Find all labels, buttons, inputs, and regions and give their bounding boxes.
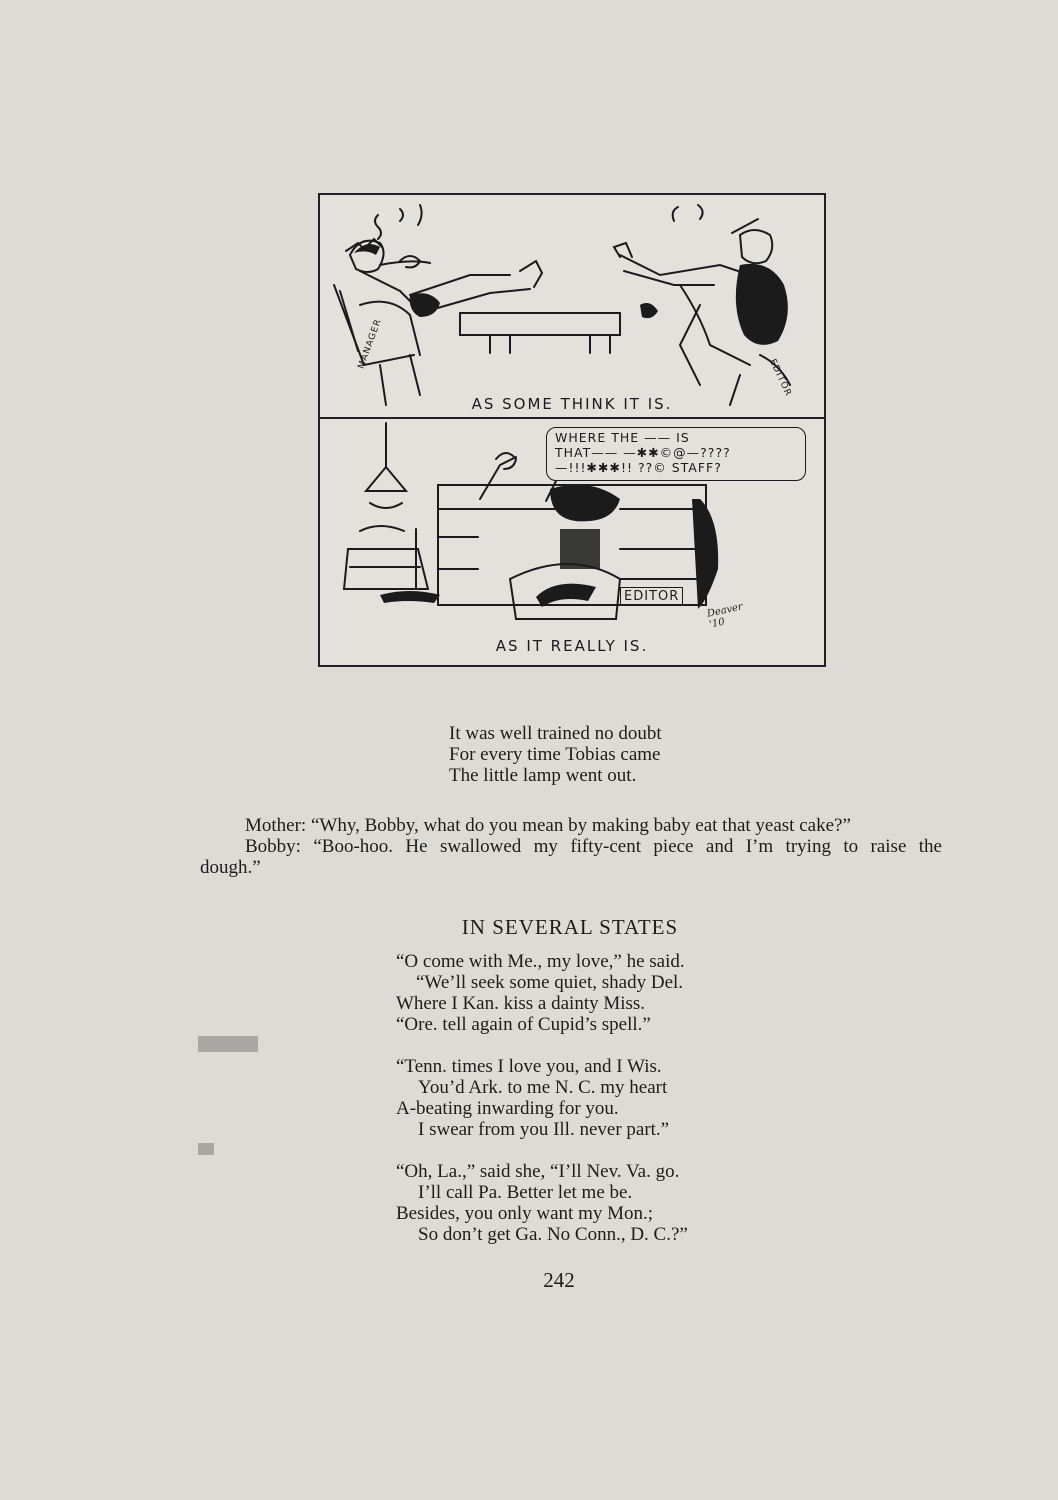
ink-smudge [198, 1143, 214, 1155]
verse-line: For every time Tobias came [449, 744, 661, 765]
speech-bubble [546, 427, 806, 481]
poem-line: “Ore. tell again of Cupid’s spell.” [396, 1014, 651, 1035]
editor-tag: EDITOR [767, 357, 794, 399]
cartoon-top-panel [320, 195, 824, 419]
speech-line: WHERE THE —— IS [555, 430, 690, 445]
page-number: 242 [543, 1268, 575, 1292]
dialogue-line-bobby: Bobby: “Boo-hoo. He swallowed my fifty-cent piece and I’m trying to raise the [245, 836, 942, 857]
stanza [396, 951, 688, 1035]
poem-line: Where I Kan. kiss a dainty Miss. [396, 993, 646, 1014]
speech-line: THAT—— —✱✱©@—???? [555, 445, 731, 460]
top-panel-caption: AS SOME THINK IT IS. [471, 395, 673, 413]
poem-title: IN SEVERAL STATES [461, 915, 679, 939]
manager-tag: MANAGER [356, 317, 384, 371]
bottom-panel-caption: AS IT REALLY IS. [495, 637, 649, 655]
ink-smudge [198, 1036, 258, 1052]
poem-line: “Oh, La.,” said she, “I’ll Nev. Va. go. [396, 1161, 680, 1182]
verse-line: It was well trained no doubt [449, 723, 662, 744]
lamp-verse [449, 723, 662, 786]
signature-year: '10 [708, 616, 726, 631]
speech-line: —!!!✱✱✱!! ??© STAFF? [555, 460, 722, 475]
poem-line: I swear from you Ill. never part.” [418, 1119, 670, 1140]
poem-line: “We’ll seek some quiet, shady Del. [416, 972, 684, 993]
poem-line: “O come with Me., my love,” he said. [396, 951, 685, 972]
poem-line: I’ll call Pa. Better let me be. [418, 1182, 633, 1203]
dialogue-joke [200, 815, 942, 878]
signature-name: Deaver [706, 601, 744, 620]
poem-line: “Tenn. times I love you, and I Wis. [396, 1056, 662, 1077]
poem-line: Besides, you only want my Mon.; [396, 1203, 654, 1224]
stanza [396, 1056, 688, 1140]
dialogue-line-continuation: dough.” [200, 857, 261, 878]
stanza [396, 1161, 688, 1245]
editor-plaque: EDITOR [620, 587, 683, 606]
poem [396, 951, 688, 1266]
cartoon-bottom-panel [320, 419, 824, 665]
poem-line: So don’t get Ga. No Conn., D. C.?” [418, 1224, 688, 1245]
top-panel-drawing [320, 195, 824, 417]
dialogue-line-mother: Mother: “Why, Bobby, what do you mean by making baby eat that yeast cake?” [245, 815, 851, 836]
verse-line: The little lamp went out. [449, 765, 637, 786]
poem-line: A-beating inwarding for you. [396, 1098, 619, 1119]
cartoon-illustration [318, 193, 826, 667]
poem-line: You’d Ark. to me N. C. my heart [418, 1077, 668, 1098]
